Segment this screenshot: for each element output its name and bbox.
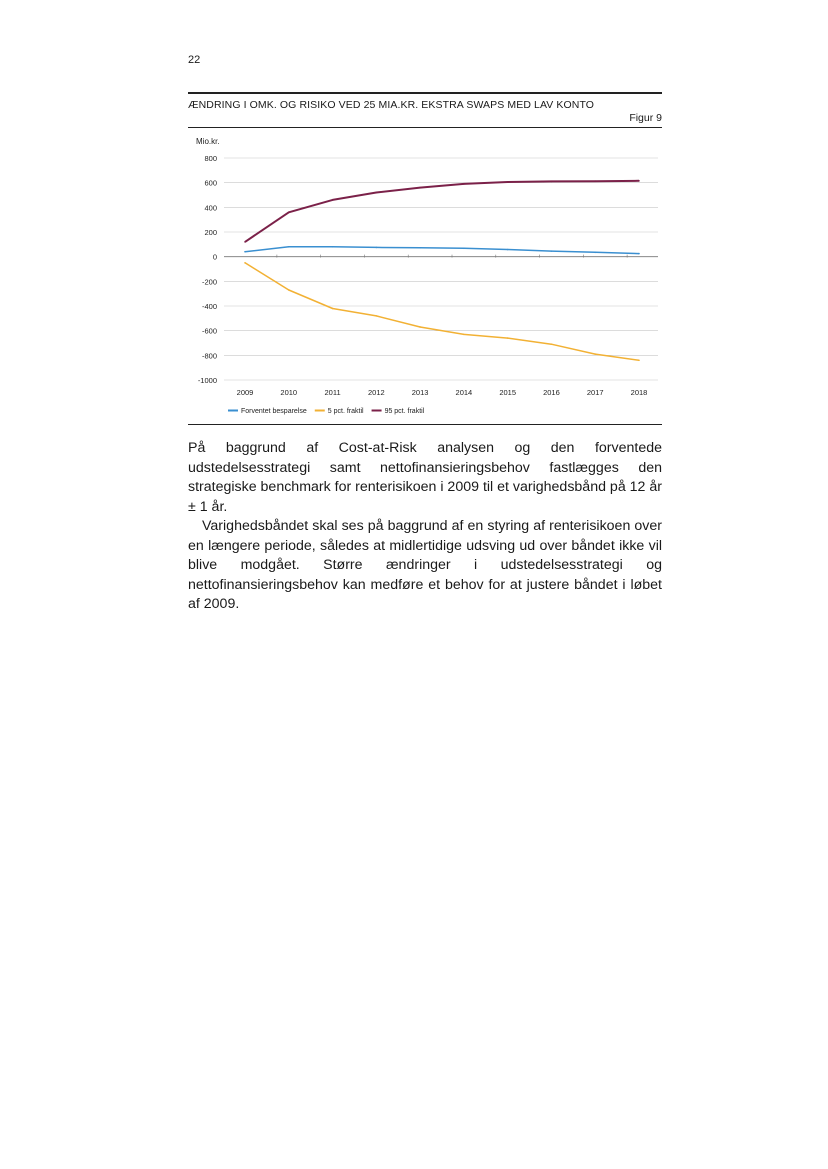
y-tick-label: -400	[201, 302, 217, 311]
data-point	[332, 246, 334, 248]
y-tick-label: 800	[204, 154, 217, 163]
data-point	[419, 326, 421, 328]
legend-label-1: Forventet besparelse	[241, 408, 307, 415]
data-point	[244, 251, 246, 253]
data-point	[376, 247, 378, 249]
data-point	[638, 180, 640, 182]
x-tick-label: 2012	[367, 388, 385, 397]
x-tick-label: 2016	[543, 388, 560, 397]
page-number: 22	[188, 54, 201, 66]
y-tick-label: 200	[204, 228, 217, 237]
data-point	[332, 199, 334, 201]
y-tick-label: -600	[201, 326, 217, 336]
data-point	[332, 308, 334, 310]
x-tick-label: 2014	[455, 388, 473, 397]
y-tick-label: -1000	[197, 376, 217, 385]
x-tick-label: 2018	[630, 388, 648, 397]
data-point	[463, 183, 465, 185]
legend-label-2: 5 pct. fraktil	[327, 408, 364, 415]
y-tick-label: -800	[201, 351, 217, 361]
data-point	[288, 246, 290, 248]
data-point	[463, 247, 465, 249]
data-point	[638, 359, 640, 361]
x-tick-label: 2010	[280, 388, 298, 397]
data-point	[638, 253, 640, 255]
data-point	[288, 211, 290, 213]
data-point	[288, 289, 290, 291]
y-tick-label: 400	[204, 203, 217, 213]
x-tick-label: 2011	[324, 388, 341, 397]
figure-title: ÆNDRING I OMK. OG RISIKO VED 25 MIA.KR. EKSTRA SWAPS MED LAV KONTO	[188, 99, 595, 111]
data-point	[244, 241, 246, 243]
paragraph-2: Varighedsbåndet skal ses på baggrund af en styring af renterisikoen over en længere periode, således at midlertidige udsving ud over båndet ikke vil blive modgået. Større ændringer i udstedelsesstrategi og nettofinansieringsbehov kan medføre et behov for at justere båndet i løbet af 2009.	[188, 518, 662, 612]
data-point	[594, 180, 596, 182]
x-tick-label: 2009	[236, 388, 254, 397]
x-tick-label: 2015	[499, 388, 517, 397]
data-point	[551, 250, 553, 252]
title-rule	[188, 127, 662, 128]
data-point	[594, 252, 596, 254]
y-tick-label: 600	[204, 178, 217, 188]
body-text	[188, 439, 662, 615]
data-point	[507, 181, 509, 183]
data-point	[594, 353, 596, 355]
y-tick-label: -200	[201, 277, 217, 287]
legend-label-3: 95 pct. fraktil	[384, 408, 425, 415]
y-axis-label: Mio.kr.	[196, 137, 220, 146]
x-tick-label: 2017	[586, 388, 604, 397]
top-rule	[188, 92, 662, 94]
data-point	[463, 334, 465, 336]
series-line-3	[245, 181, 639, 242]
y-tick-label: 0	[212, 252, 217, 262]
data-point	[419, 247, 421, 249]
data-point	[376, 315, 378, 317]
figure-label: Figur 9	[629, 112, 662, 124]
series-line-2	[245, 263, 639, 361]
data-point	[551, 181, 553, 183]
data-point	[376, 192, 378, 194]
x-tick-label: 2013	[411, 388, 429, 397]
line-chart	[188, 140, 662, 422]
data-point	[551, 343, 553, 345]
data-point	[507, 249, 509, 251]
data-point	[244, 262, 246, 264]
paragraph-1: På baggrund af Cost-at-Risk analysen og den forventede udstedelsesstrategi samt nettofinansieringsbehov fastlægges den strategiske benchmark for renterisikoen i 2009 til et varighedsbånd på 12 år ± 1 år.	[188, 440, 662, 515]
data-point	[507, 337, 509, 339]
series-line-1	[245, 247, 639, 254]
bottom-rule	[188, 424, 662, 425]
data-point	[419, 187, 421, 189]
